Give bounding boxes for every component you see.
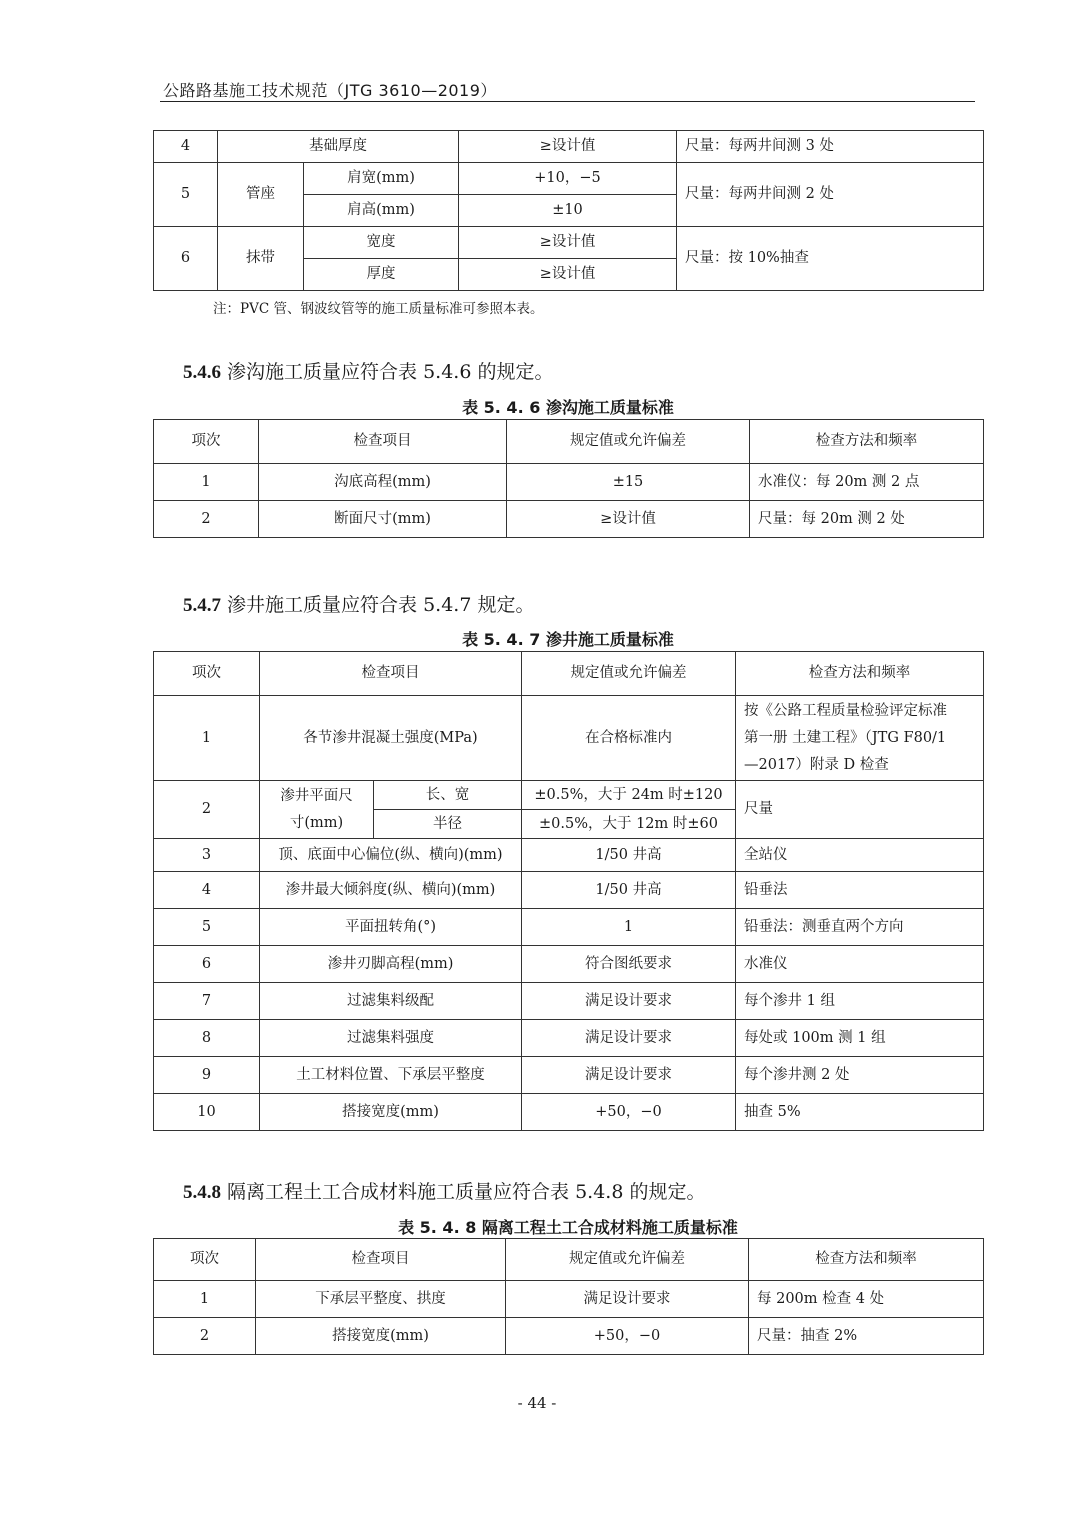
cell-value: 满足设计要求 [522,1057,736,1094]
header-cell: 规定值或允许偏差 [522,652,736,696]
table-row [154,1020,984,1057]
cell-value: 满足设计要求 [522,1020,736,1057]
cell-method: 每处或 100m 测 1 组 [736,1020,984,1057]
cell-group [260,781,374,839]
cell-no: 2 [154,1318,256,1355]
cell-method: 尺量：每 20m 测 2 处 [750,501,984,538]
cell-no: 1 [154,464,259,501]
table-header-row [154,420,984,464]
cell-value: ±0.5%，大于 24m 时±120 [522,781,736,810]
cell-value: +50，−0 [506,1318,749,1355]
table-row [154,1057,984,1094]
cell-group: 管座 [218,163,304,227]
cell-value: 满足设计要求 [522,983,736,1020]
cell-item: 搭接宽度(mm) [256,1318,506,1355]
cell-method: 每个渗井 1 组 [736,983,984,1020]
cell-no: 6 [154,946,260,983]
cell-value: 符合图纸要求 [522,946,736,983]
cell-method: 水准仪：每 20m 测 2 点 [750,464,984,501]
cell-item: 顶、底面中心偏位(纵、横向)(mm) [260,839,522,872]
cell-group: 抹带 [218,227,304,291]
header-cell: 检查项目 [259,420,507,464]
cell-value: ≥设计值 [459,131,677,163]
clause-number: 5.4.6 [183,362,221,383]
cell-no: 3 [154,839,260,872]
cell-value: 在合格标准内 [522,696,736,781]
table-row [154,696,984,781]
cell-item: 过滤集料强度 [260,1020,522,1057]
cell-no: 2 [154,781,260,839]
cell-value: +10，−5 [459,163,677,195]
cell-value: ≥设计值 [507,501,750,538]
header-cell: 检查方法和频率 [749,1239,984,1281]
cell-value: 满足设计要求 [506,1281,749,1318]
cell-item: 基础厚度 [218,131,459,163]
cell-item: 土工材料位置、下承层平整度 [260,1057,522,1094]
cell-value: ≥设计值 [459,259,677,291]
header-cell: 检查项目 [256,1239,506,1281]
cell-subitem: 长、宽 [374,781,522,810]
header-cell: 检查方法和频率 [750,420,984,464]
cell-subitem: 半径 [374,810,522,839]
cell-subitem: 肩宽(mm) [304,163,459,195]
clause-5-4-7 [183,590,534,617]
cell-no: 4 [154,872,260,909]
method-line: —2017）附录 D 检查 [744,756,889,773]
table-5-4-8 [153,1238,984,1355]
cell-subitem: 宽度 [304,227,459,259]
group-line: 渗井平面尺 [280,787,353,804]
clause-number: 5.4.7 [183,595,221,616]
cell-method: 铅垂法：测垂直两个方向 [736,909,984,946]
cell-method: 尺量 [736,781,984,839]
table-row [154,501,984,538]
table-5-4-7 [153,651,984,1131]
header-cell: 检查方法和频率 [736,652,984,696]
cell-item: 断面尺寸(mm) [259,501,507,538]
cell-item: 过滤集料级配 [260,983,522,1020]
table-row [154,1094,984,1131]
cell-no: 2 [154,501,259,538]
header-rule [160,101,975,102]
cell-no: 6 [154,227,218,291]
table-row [154,464,984,501]
cell-method: 每个渗井测 2 处 [736,1057,984,1094]
clause-text: 渗井施工质量应符合表 5.4.7 规定。 [221,594,535,616]
cell-subitem: 厚度 [304,259,459,291]
cell-item: 搭接宽度(mm) [260,1094,522,1131]
cell-method: 每 200m 检查 4 处 [749,1281,984,1318]
clause-5-4-6 [183,357,553,384]
cell-method: 铅垂法 [736,872,984,909]
cell-value: 1/50 井高 [522,839,736,872]
header-cell: 项次 [154,652,260,696]
table-row [154,909,984,946]
table-row [154,227,984,259]
cell-no: 1 [154,1281,256,1318]
cell-value: ≥设计值 [459,227,677,259]
cell-method: 水准仪 [736,946,984,983]
table-row [154,163,984,195]
page-number: - 44 - [517,1394,557,1412]
method-line: 第一册 土建工程》（JTG F80/1 [744,729,947,746]
header-cell: 项次 [154,420,259,464]
table-caption-5-4-7: 表 5. 4. 7 渗井施工质量标准 [462,630,674,649]
clause-5-4-8 [183,1177,705,1204]
header-cell: 规定值或允许偏差 [507,420,750,464]
cell-method: 抽查 5% [736,1094,984,1131]
cell-method: 尺量：抽查 2% [749,1318,984,1355]
table-header-row [154,1239,984,1281]
cell-value: 1 [522,909,736,946]
cell-item: 沟底高程(mm) [259,464,507,501]
cell-no: 5 [154,909,260,946]
table-row [154,1281,984,1318]
header-cell: 项次 [154,1239,256,1281]
cell-value: ±15 [507,464,750,501]
table-row [154,1318,984,1355]
cell-method: 尺量：按 10%抽查 [677,227,984,291]
table-row [154,872,984,909]
cell-no: 1 [154,696,260,781]
cell-item: 渗井最大倾斜度(纵、横向)(mm) [260,872,522,909]
header-cell: 规定值或允许偏差 [506,1239,749,1281]
table-note: 注：PVC 管、钢波纹管等的施工质量标准可参照本表。 [213,301,544,317]
table-row [154,946,984,983]
cell-no: 9 [154,1057,260,1094]
cell-item: 下承层平整度、拱度 [256,1281,506,1318]
table-caption-5-4-6: 表 5. 4. 6 渗沟施工质量标准 [462,398,674,417]
header-cell: 检查项目 [260,652,522,696]
cell-item: 平面扭转角(°) [260,909,522,946]
cell-subitem: 肩高(mm) [304,195,459,227]
table-row [154,131,984,163]
cell-method: 尺量：每两井间测 2 处 [677,163,984,227]
cell-method: 全站仪 [736,839,984,872]
cell-no: 10 [154,1094,260,1131]
cell-no: 5 [154,163,218,227]
table-row [154,983,984,1020]
cell-value: +50，−0 [522,1094,736,1131]
cell-method [736,696,984,781]
cell-value: ±0.5%，大于 12m 时±60 [522,810,736,839]
table-row [154,839,984,872]
table-caption-5-4-8: 表 5. 4. 8 隔离工程土工合成材料施工质量标准 [398,1218,738,1237]
group-line: 寸(mm) [289,814,344,831]
cell-no: 8 [154,1020,260,1057]
cell-value: 1/50 井高 [522,872,736,909]
cell-item: 渗井刃脚高程(mm) [260,946,522,983]
table-prev-continued [153,130,984,291]
clause-text: 渗沟施工质量应符合表 5.4.6 的规定。 [221,361,554,383]
method-line: 按《公路工程质量检验评定标准 [744,702,947,719]
table-header-row [154,652,984,696]
running-header-title: 公路路基施工技术规范（JTG 3610—2019） [163,81,497,100]
table-row [154,781,984,810]
clause-number: 5.4.8 [183,1182,221,1203]
table-5-4-6 [153,419,984,538]
cell-value: ±10 [459,195,677,227]
cell-no: 4 [154,131,218,163]
clause-text: 隔离工程土工合成材料施工质量应符合表 5.4.8 的规定。 [221,1181,706,1203]
cell-item: 各节渗井混凝土强度(MPa) [260,696,522,781]
cell-no: 7 [154,983,260,1020]
cell-method: 尺量：每两井间测 3 处 [677,131,984,163]
